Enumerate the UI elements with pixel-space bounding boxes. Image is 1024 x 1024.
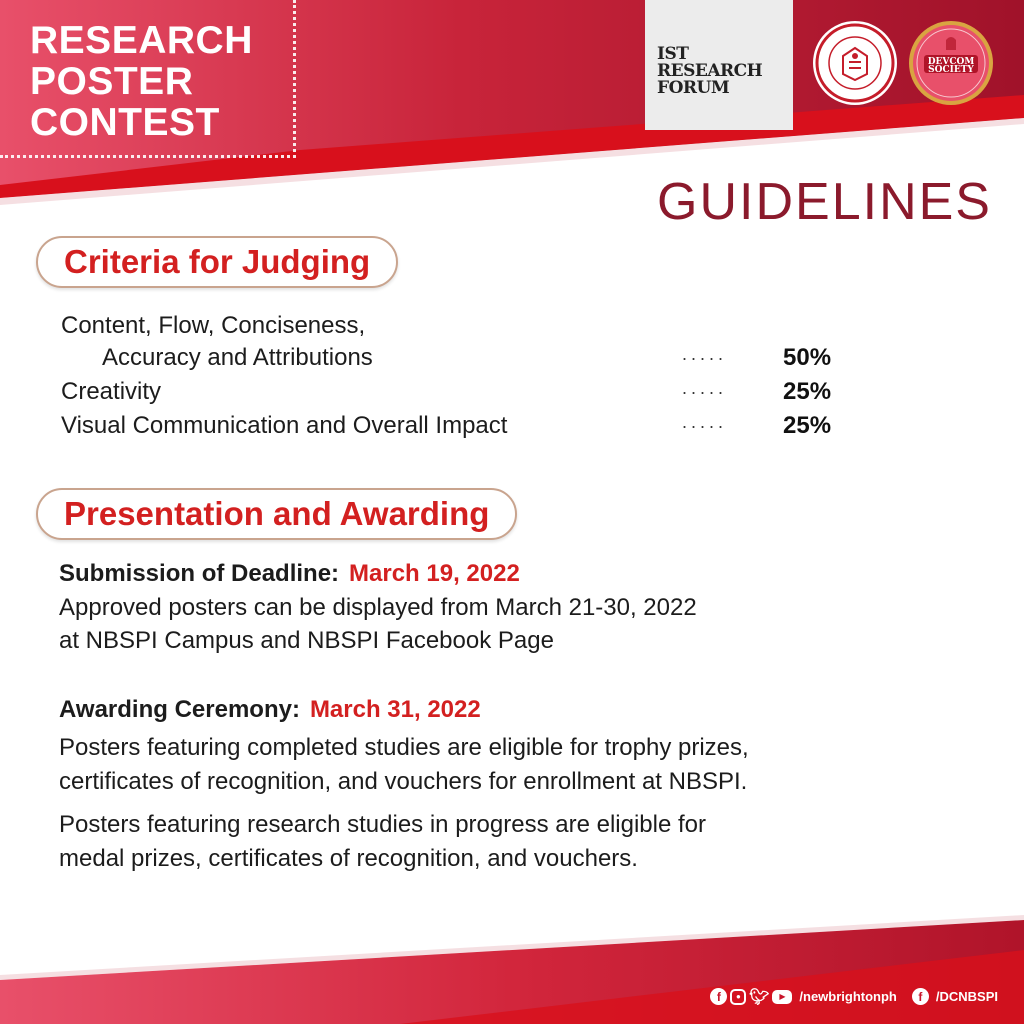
body-text: at NBSPI Campus and NBSPI Facebook Page	[59, 627, 554, 654]
criterion-label: Visual Communication and Overall Impact	[61, 412, 508, 439]
devcom-society-badge-icon	[908, 20, 994, 106]
body-text: Posters featuring research studies in progress are eligible for	[59, 811, 706, 838]
body-text: certificates of recognition, and vouchers for enrollment at NBSPI.	[59, 768, 748, 795]
criterion-label: Creativity	[61, 378, 162, 405]
criterion-percent: 25%	[783, 412, 832, 439]
page-heading: GUIDELINES	[657, 173, 992, 231]
awarding-row	[59, 696, 481, 724]
title-line: CONTEST	[30, 101, 220, 144]
leader-dots: .....	[682, 344, 728, 364]
devcom-line: SOCIETY	[928, 65, 974, 75]
leader-dots: .....	[682, 412, 728, 432]
body-text: Approved posters can be displayed from March 21-30, 2022	[59, 594, 697, 621]
awarding-date: March 31, 2022	[309, 696, 481, 723]
criterion-label: Content, Flow, Conciseness,	[61, 312, 366, 339]
forum-badge	[645, 0, 793, 130]
body-text: Posters featuring completed studies are eligible for trophy prizes,	[59, 734, 749, 761]
title-line: POSTER	[30, 60, 194, 103]
facebook-icon[interactable]: f	[912, 988, 929, 1005]
footer-background	[0, 900, 1024, 1024]
forum-title	[657, 46, 762, 97]
social-handle[interactable]: /DCNBSPI	[935, 989, 998, 1004]
instagram-icon[interactable]: ●	[730, 989, 746, 1005]
social-links	[710, 988, 1010, 1005]
youtube-icon[interactable]: ▶	[772, 990, 792, 1004]
twitter-icon[interactable]: 🐦︎	[749, 988, 770, 1006]
forum-line: RESEARCH	[657, 61, 763, 81]
leader-dots: .....	[682, 378, 728, 398]
submission-label: Submission of Deadline:	[59, 560, 340, 587]
body-text: medal prizes, certificates of recognition, and vouchers.	[59, 845, 638, 872]
title-line: RESEARCH	[30, 19, 253, 62]
awarding-label: Awarding Ceremony:	[59, 696, 300, 723]
devcom-line: DEVCOM	[927, 57, 975, 67]
criterion-percent: 50%	[783, 344, 832, 371]
title-frame	[0, 0, 296, 158]
contest-title	[30, 20, 253, 143]
facebook-icon[interactable]: f	[710, 988, 727, 1005]
presentation-heading: Presentation and Awarding	[36, 488, 517, 540]
submission-date: March 19, 2022	[349, 560, 520, 587]
criterion-percent: 25%	[783, 378, 832, 405]
forum-line: FORUM	[657, 78, 730, 98]
forum-line: IST	[657, 44, 689, 64]
school-seal-icon	[812, 20, 898, 106]
submission-row	[59, 560, 520, 588]
criteria-heading: Criteria for Judging	[36, 236, 398, 288]
social-handle[interactable]: /newbrightonph	[799, 989, 897, 1004]
criterion-label: Accuracy and Attributions	[102, 344, 373, 371]
